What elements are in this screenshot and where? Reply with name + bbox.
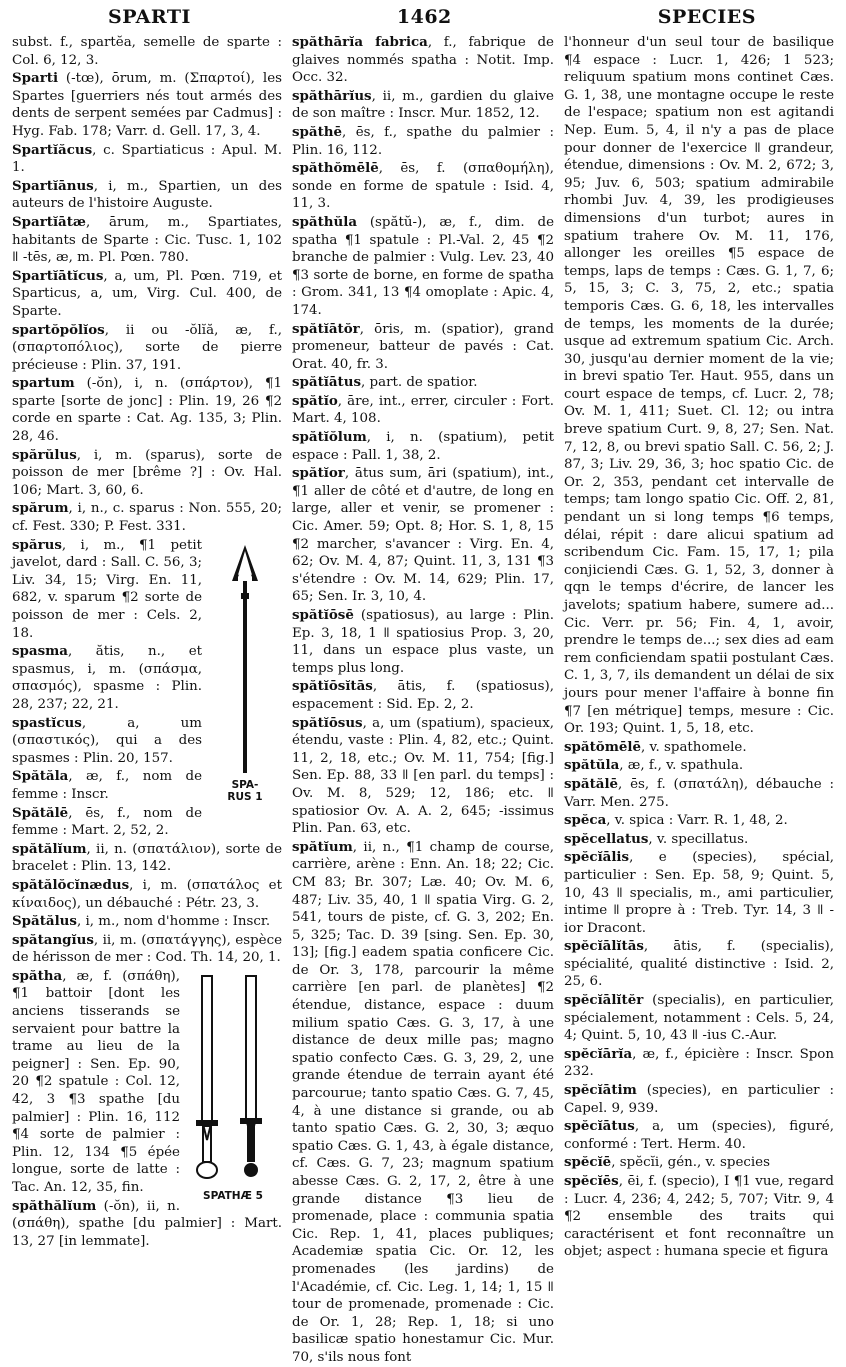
dictionary-entry: Spartĭăcus, c. Spartiaticus : Apul. M. 1.: [12, 141, 282, 176]
dictionary-entry: spasma, ătis, n., et spasmus, i, m. (σπάσμα, σπασμός), spasme : Plin. 28, 237; 22, 21.: [12, 643, 202, 712]
headword: spĕcĭē: [564, 1154, 612, 1171]
column-1: [12, 34, 282, 1344]
dictionary-entry: spătha, æ, f. (σπάθη), ¶1 battoir [dont les anciens tisserands se servaient pour battre la trame au lieu de la peigner] : Sen. Ep. 90, 20 ¶2 spatule : Col. 12, 42, 3 ¶3 spathe [du palmier] : Plin. 16, 112 ¶4 sorte de palmier : Plin. 12, 134 ¶5 épée longue, sorte de latte : Tac. An. 12, 35, fin.: [12, 967, 180, 1195]
headword: spĕcĭālis: [564, 849, 630, 866]
dictionary-entry: Spătălus, i, m., nom d'homme : Inscr.: [12, 913, 271, 930]
header-left-guideword: SPARTI: [108, 6, 191, 28]
dictionary-entry: spartŏpŏlĭos, ii ou -ŏlĭă, æ, f., (σπαρτοπόλιος), sorte de pierre précieuse : Plin. 37, 191.: [12, 321, 282, 373]
headword: spartŏpŏlĭos: [12, 321, 105, 338]
headword: spătĭor: [292, 465, 345, 482]
running-header: [12, 6, 834, 34]
figure-caption-spathae: SPATHÆ 5: [203, 1189, 263, 1202]
headword: spătĭo: [292, 392, 338, 409]
headword: spătĭŏlum: [292, 429, 367, 446]
headword: spătĭōsus: [292, 714, 363, 731]
page-number: 1462: [396, 6, 452, 28]
dictionary-entry: spătĭōsus, a, um (spatium), spacieux, étendu, vaste : Plin. 4, 82, etc.; Quint. 11, 2, 18, etc.; Ov. M. 11, 754; [fig.] Sen. Ep. 88, 33 ǁ [en parl. du temps] : Ov. M. 8, 529; 12, 186; etc. ǁ spatiosior Ov. A. A. 2, 645; -issimus Plin. Pan. 63, etc.: [292, 714, 554, 837]
javelin-illustration: [208, 541, 282, 777]
column-3: [564, 34, 834, 1344]
headword: spătălē: [564, 775, 619, 792]
dictionary-entry: spătĭōsĭtās, ātis, f. (spatiosus), espacement : Sid. Ep. 2, 2.: [292, 678, 554, 712]
headword: spătălŏcĭnædus: [12, 876, 130, 893]
headword: Spătăla: [12, 768, 69, 785]
headword: spĕcĭālĭtās: [564, 938, 644, 955]
dictionary-entry: spătĭo, āre, int., errer, circuler : Fort. Mart. 4, 108.: [292, 392, 554, 427]
columns: [12, 34, 834, 1365]
headword: spătĭum: [292, 838, 353, 855]
dictionary-entry: spătŏmēlē, v. spathomele.: [564, 738, 747, 755]
dictionary-entry: spătangĭus, ii, m. (σπατάγγης), espèce de hérisson de mer : Cod. Th. 14, 20, 1.: [12, 931, 282, 966]
headword: spĕcĭārĭa: [564, 1045, 633, 1062]
headword: spartum: [12, 375, 75, 392]
headword: spăthārĭa fabrica: [292, 34, 428, 50]
dictionary-entry: Spartĭānus, i, m., Spartien, un des auteurs de l'histoire Auguste.: [12, 177, 282, 212]
headword: spărŭlus: [12, 446, 77, 463]
figure-caption-sparus: SPA- RUS 1: [227, 778, 263, 803]
dictionary-entry: spĕcĭārĭa, æ, f., épicière : Inscr. Spon 232.: [564, 1045, 834, 1080]
dictionary-entry: l'honneur d'un seul tour de basilique ¶4 espace : Lucr. 1, 426; 1 523; reliquum spatium mons continet Cæs. G. 1, 38, une montagne occupe le reste de l'espace; spatium non est agitandi Nep. Eum. 5, 4, il n'y a pas de place pour donner de l'exercice ǁ grandeur, étendue, dimensions : Ov. M. 2, 672; 3, 95; Juv. 6, 503; spatium admirabile rhombi Juv. 4, 39, les prodigieuses dimensions d'un turbot; aures in spatium trahere Ov. M. 11, 176, allonger les oreilles ¶5 espace de temps, laps de temps : Cæs. G. 1, 7, 6; 5, 15, 3; C. 3, 75, 2, etc.; spatia temporis Cæs. G. 6, 18, les intervalles de temps, les moments de la durée; usque ad extremum spatium Cic. Arch. 30, jusqu'au dernier moment de la vie; in brevi spatio Ter. Haut. 955, dans un court espace de temps, cf. Lucr. 2, 78; Ov. M. 1, 411; Suet. Cl. 12; ou intra breve spatium Curt. 9, 8, 27; Sen. Nat. 7, 12, 8, ou brevi spatio Sall. C. 56, 2; J. 87, 3; Liv. 29, 36, 3; hoc spatio Cic. de Or. 2, 353, pendant cet intervalle de temps; tam longo spatio Cic. Off. 2, 81, pendant un si long temps ¶6 temps, délai, répit : dare alicui spatium ad scribendum Cic. Fam. 15, 17, 1; pila conjiciendi Cæs. G. 1, 52, 3, donner à qqn le temps d'écrire, de lancer les javelots; spatium habere, sumere ad... Cic. Verr. pr. 56; Fin. 4, 1, avoir, prendre le temps de...; sex dies ad eam rem conficiendam spatii postulant Cæs. C. 1, 3, 7, ils demandent un délai de six jours pour mener l'affaire à bonne fin ¶7 [en métrique] temps, mesure : Cic. Or. 193; Quint. 1, 5, 18, etc.: [564, 35, 834, 737]
headword: spărus: [12, 536, 62, 553]
dictionary-entry: spăthārĭus, ii, m., gardien du glaive de son maître : Inscr. Mur. 1852, 12.: [292, 87, 554, 122]
dictionary-entry: spĕcĭālĭtĕr (specialis), en particulier, spécialement, notamment : Cels. 5, 24, 4; Quint. 5, 10, 43 ǁ -ius C.-Aur.: [564, 992, 834, 1044]
dictionary-entry: spĕcĭē, spĕcĭi, gén., v. species: [564, 1154, 770, 1171]
headword: spătŏmēlē: [564, 738, 641, 755]
headword: Spartĭānus: [12, 177, 94, 194]
headword: Sparti: [12, 70, 59, 87]
swords-illustration: [184, 970, 282, 1184]
dictionary-entry: spĕcĭālis, e (species), spécial, particulier : Sen. Ep. 58, 9; Quint. 5, 10, 43 ǁ specialis, m., ami particulier, intime ǁ propre à : Treb. Tyr. 14, 3 ǁ -ior Dracont.: [564, 849, 834, 936]
headword: spĕcĭēs: [564, 1173, 619, 1189]
headword: spătangĭus: [12, 931, 94, 948]
headword: spătĭōsĭtās: [292, 678, 373, 695]
headword: spătĭātus: [292, 374, 361, 391]
headword: spăthŏmēlē: [292, 160, 379, 177]
dictionary-entry: spĕcĭātim (species), en particulier : Capel. 9, 939.: [564, 1082, 834, 1116]
dictionary-entry: spătălē, ēs, f. (σπατάλη), débauche : Varr. Men. 275.: [564, 775, 834, 810]
headword: spĕcĭātus: [564, 1118, 635, 1135]
dictionary-entry: spătălŏcĭnædus, i, m. (σπατάλος et κίναιδος), un débauché : Pétr. 23, 3.: [12, 876, 282, 911]
headword: spasma: [12, 643, 68, 660]
headword: Spartĭātæ: [12, 213, 86, 230]
headword: Spătălē: [12, 804, 69, 821]
dictionary-entry: spăthŭla (spătŭ-), æ, f., dim. de spatha ¶1 spatule : Pl.-Val. 2, 45 ¶2 branche de palmier : Vulg. Lev. 23, 40 ¶3 sorte de borne, en forme de spatha : Grom. 341, 13 ¶4 omoplate : Apic. 4, 174.: [292, 213, 554, 318]
dictionary-entry: spărum, i, n., c. sparus : Non. 555, 20; cf. Fest. 330; P. Fest. 331.: [12, 500, 282, 535]
dictionary-entry: spĕcĭātus, a, um (species), figuré, conformé : Tert. Herm. 40.: [564, 1118, 834, 1152]
headword: Spartĭăcus: [12, 141, 93, 158]
dictionary-entry: spătălĭum, ii, n. (σπατάλιον), sorte de bracelet : Plin. 13, 142.: [12, 840, 282, 875]
dictionary-entry: spărŭlus, i, m. (sparus), sorte de poisson de mer [brême ?] : Ov. Hal. 106; Mart. 3, 60, 6.: [12, 446, 282, 498]
dictionary-entry: spătĭum, ii, n., ¶1 champ de course, carrière, arène : Enn. An. 18; 22; Cic. CM 83; Br. 307; Læ. 40; Ov. M. 6, 487; Liv. 35, 40, 1 ǁ spatia Virg. G. 2, 541, tours de piste, cf. G. 3, 202; En. 5, 325; Tac. D. 39 [sing. Sen. Ep. 30, 13]; [fig.] eadem spatia conficere Cic. de Or. 3, 178, parcourir la même carrière [en parl. de planètes] ¶2 étendue, distance, espace : duum milium spatio Cæs. G. 3, 17, à une distance de deux mille pas; magno spatio confecto Cæs. G. 3, 29, 2, une grande étendue de terrain ayant été parcourue; tanto spatio Cæs. G. 7, 45, 4, à une distance si grande, ou ab tanto spatio Cæs. G. 2, 30, 3; æquo spatio Cæs. G. 1, 43, à égale distance, cf. Cæs. G. 7, 23; magnum spatium abesse Cæs. G. 2, 17, 2, être à une grande distance ¶3 lieu de promenade, place : communia spatia Cic. Rep. 1, 41, places publiques; Academiæ spatia Cic. Or. 12, les promenades (les jardins) de l'Académie, cf. Cic. Leg. 1, 14; 1, 15 ǁ tour de promenade, promenade : Cic. de Or. 1, 28; Rep. 1, 18; si uno basilicæ spatio honestamur Cic. Mur. 70, s'ils nous font: [292, 838, 554, 1365]
headword: spĕca: [564, 812, 607, 829]
dictionary-entry: Sparti (-tœ), ōrum, m. (Σπαρτοί), les Spartes [guerriers nés tout armés des dents de serpent semées par Cadmus] : Hyg. Fab. 178; Varr. d. Gell. 17, 3, 4.: [12, 70, 282, 139]
dictionary-entry: Spătăla, æ, f., nom de femme : Inscr.: [12, 768, 202, 802]
headword: spăthălĭum: [12, 1197, 97, 1214]
dictionary-entry: spătŭla, æ, f., v. spathula.: [564, 757, 744, 774]
dictionary-entry: spăthē, ēs, f., spathe du palmier : Plin. 16, 112.: [292, 123, 554, 158]
dictionary-entry: spĕcĭēs, ēi, f. (specio), I ¶1 vue, regard : Lucr. 4, 236; 4, 242; 5, 707; Vitr. 9, 4 ¶2 ensemble des traits qui caractérisent et font reconnaître un objet; aspect : humana specie et figura: [564, 1173, 834, 1260]
headword: spăthārĭus: [292, 87, 372, 104]
headword: spastĭcus: [12, 714, 82, 731]
dictionary-entry: Spartĭātĭcus, a, um, Pl. Pœn. 719, et Sparticus, a, um, Virg. Cul. 400, de Sparte.: [12, 267, 282, 319]
dictionary-entry: spărus, i, m., ¶1 petit javelot, dard : Sall. C. 56, 3; Liv. 34, 15; Virg. En. 11, 682, v. sparum ¶2 sorte de poisson de mer : Cels. 2, 18.: [12, 536, 202, 641]
dictionary-entry: spătĭātus, part. de spatior.: [292, 374, 478, 391]
dictionary-entry: spĕcĭālĭtās, ātis, f. (specialis), spécialité, qualité distinctive : Isid. 2, 25, 6.: [564, 938, 834, 990]
column-2: [292, 34, 554, 1365]
header-right-guideword: SPECIES: [657, 6, 756, 28]
headword: spăthē: [292, 123, 343, 140]
headword: spătha: [12, 967, 63, 984]
dictionary-entry: spĕca, v. spica : Varr. R. 1, 48, 2.: [564, 812, 788, 829]
dictionary-entry: spăthārĭa fabrica, f., fabrique de glaives nommés spatha : Notit. Imp. Occ. 32.: [292, 34, 554, 86]
dictionary-entry: spăthŏmēlē, ēs, f. (σπαθομήλη), sonde en forme de spatule : Isid. 4, 11, 3.: [292, 160, 554, 212]
headword: spătŭla: [564, 757, 620, 774]
dictionary-entry: spătĭātŏr, ōris, m. (spatior), grand promeneur, batteur de pavés : Cat. Orat. 40, fr. 3.: [292, 320, 554, 372]
headword: spĕcellatus: [564, 830, 649, 847]
dictionary-entry: spătĭor, ātus sum, āri (spatium), int., ¶1 aller de côté et d'autre, de long en large, aller et venir, se promener : Cic. Amer. 59; Opt. 8; Hor. S. 1, 8, 15 ¶2 marcher, s'avancer : Virg. En. 4, 62; Ov. M. 4, 87; Quint. 11, 3, 131 ¶3 s'étendre : Ov. M. 14, 629; Plin. 17, 65; Sen. Ir. 3, 10, 4.: [292, 465, 554, 605]
headword: spĕcĭātim: [564, 1082, 637, 1099]
headword: spătĭātŏr: [292, 320, 360, 337]
headword: spărum: [12, 500, 69, 517]
dictionary-entry: spătĭŏlum, i, n. (spatium), petit espace : Pall. 1, 38, 2.: [292, 429, 554, 463]
dictionary-entry: spăthălĭum (-ŏn), ii, n. (σπάθη), spathe [du palmier] : Mart. 13, 27 [in lemmate].: [12, 1197, 282, 1249]
headword: Spartĭātĭcus: [12, 267, 104, 284]
dictionary-entry: spartum (-ŏn), i, n. (σπάρτον), ¶1 sparte [sorte de jonc] : Plin. 19, 26 ¶2 corde en sparte : Cat. Ag. 135, 3; Plin. 28, 46.: [12, 375, 282, 445]
dictionary-entry: spastĭcus, a, um (σπαστικός), qui a des spasmes : Plin. 20, 157.: [12, 714, 202, 766]
dictionary-entry: spătĭōsē (spatiosus), au large : Plin. Ep. 3, 18, 1 ǁ spatiosius Prop. 3, 20, 11, dans un espace plus vaste, un temps plus long.: [292, 607, 554, 676]
dictionary-entry: subst. f., spartĕa, semelle de sparte : Col. 6, 12, 3.: [12, 35, 282, 68]
headword: spĕcĭālĭtĕr: [564, 992, 644, 1009]
dictionary-entry: spĕcellatus, v. specillatus.: [564, 830, 749, 847]
headword: spătălĭum: [12, 840, 87, 857]
headword: spăthŭla: [292, 213, 357, 230]
figure-sparus: [208, 541, 282, 803]
dictionary-entry: Spartĭātæ, ārum, m., Spartiates, habitants de Sparte : Cic. Tusc. 1, 102 ǁ -tēs, æ, m. Pl. Pœn. 780.: [12, 213, 282, 266]
headword: Spătălus: [12, 913, 77, 930]
dictionary-entry: Spătălē, ēs, f., nom de femme : Mart. 2, 52, 2.: [12, 804, 202, 839]
headword: spătĭōsē: [292, 607, 354, 623]
figure-spathae: [184, 970, 282, 1202]
